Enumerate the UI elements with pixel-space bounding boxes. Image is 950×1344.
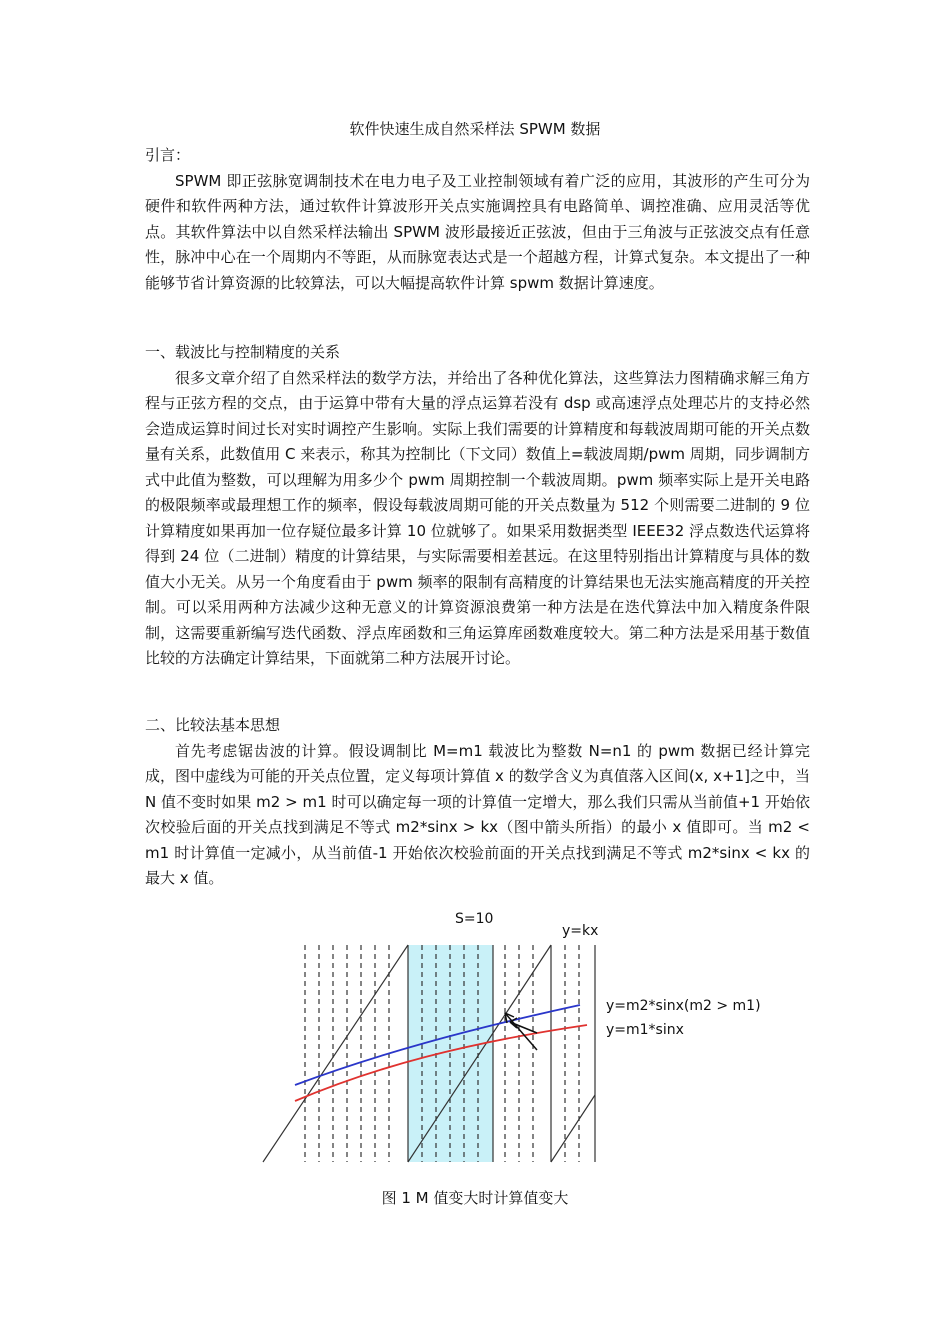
figure-1-diagram [255,905,815,1170]
intro-heading: 引言： [145,146,191,164]
intro-paragraph: SPWM 即正弦脉宽调制技术在电力电子及工业控制领域有着广泛的应用，其波形的产生可分为硬件和软件两种方法，通过软件计算波形开关点实施调控具有电路简单、调控准确、应用灵活等优点。其软件算法中以自然采样法输出 SPWM 波形最接近正弦波，但由于三角波与正弦波交点有任意性，脉冲中心在一个周期内不等距，从而脉宽表达式是一个超越方程，计算式复杂。本文提出了一种能够节省计算资源的比较算法，可以大幅提高软件计算 spwm 数据计算速度。 [145,171,810,292]
intro-section [145,143,810,296]
document-title: 软件快速生成自然采样法 SPWM 数据 [349,120,601,138]
label-ykx: y=kx [562,923,599,939]
label-m1-sinx: y=m1*sinx [606,1022,684,1038]
section-1-heading: 一、载波比与控制精度的关系 [145,343,341,361]
section-1-paragraph: 很多文章介绍了自然采样法的数学方法，并给出了各种优化算法，这些算法力图精确求解三角方程与正弦方程的交点，由于运算中带有大量的浮点运算若没有 dsp 或高速浮点处理芯片的支持必然会造成运算时间过长对实时调控产生影响。实际上我们需要的计算精度和每载波周期可能的开关点数量有关系，此数值用 C 来表示，称其为控制比（下文同）数值上=载波周期/pwm 周期，同步调制方式中此值为整数，可以理解为用多少个 pwm 周期控制一个载波周期。pwm 频率实际上是开关电路的极限频率或最理想工作的频率，假设每载波周期可能的开关点数量为 512 个则需要二进制的 9 位计算精度如果再加一位存疑位最多计算 10 位就够了。如果采用数据类型 IEEE32 浮点数迭代运算将得到 24 位（二进制）精度的计算结果，与实际需要相差甚远。在这里特别指出计算精度与具体的数值大小无关。从另一个角度看由于 pwm 频率的限制有高精度的计算结果也无法实施高精度的开关控制。可以采用两种方法减少这种无意义的计算资源浪费第一种方法是在迭代算法中加入精度条件限制，这需要重新编写迭代函数、浮点库函数和三角运算库函数难度较大。第二种方法是采用基于数值比较的方法确定计算结果，下面就第二种方法展开讨论。 [145,368,810,667]
section-1 [145,340,810,672]
label-s10: S=10 [455,911,494,927]
figure-1-caption: 图 1 M 值变大时计算值变大 [381,1189,569,1207]
section-2-paragraph: 首先考虑锯齿波的计算。假设调制比 M=m1 载波比为整数 N=n1 的 pwm 数据已经计算完成，图中虚线为可能的开关点位置，定义每项计算值 x 的数学含义为真值落入区间(x, x+1]之中，当 N 值不变时如果 m2 > m1 时可以确定每一项的计算值一定增大，那么我们只需从当前值+1 开始依次校验后面的开关点找到满足不等式 m2*sinx > kx（图中箭头所指）的最小 x 值即可。当 m2 < m1 时计算值一定减小，从当前值-1 开始依次校验前面的开关点找到满足不等式 m2*sinx < kx 的最大 x 值。 [145,741,810,887]
label-m2-sinx: y=m2*sinx(m2 > m1) [606,998,761,1014]
section-2-heading: 二、比较法基本思想 [145,716,281,734]
section-2 [145,713,810,892]
